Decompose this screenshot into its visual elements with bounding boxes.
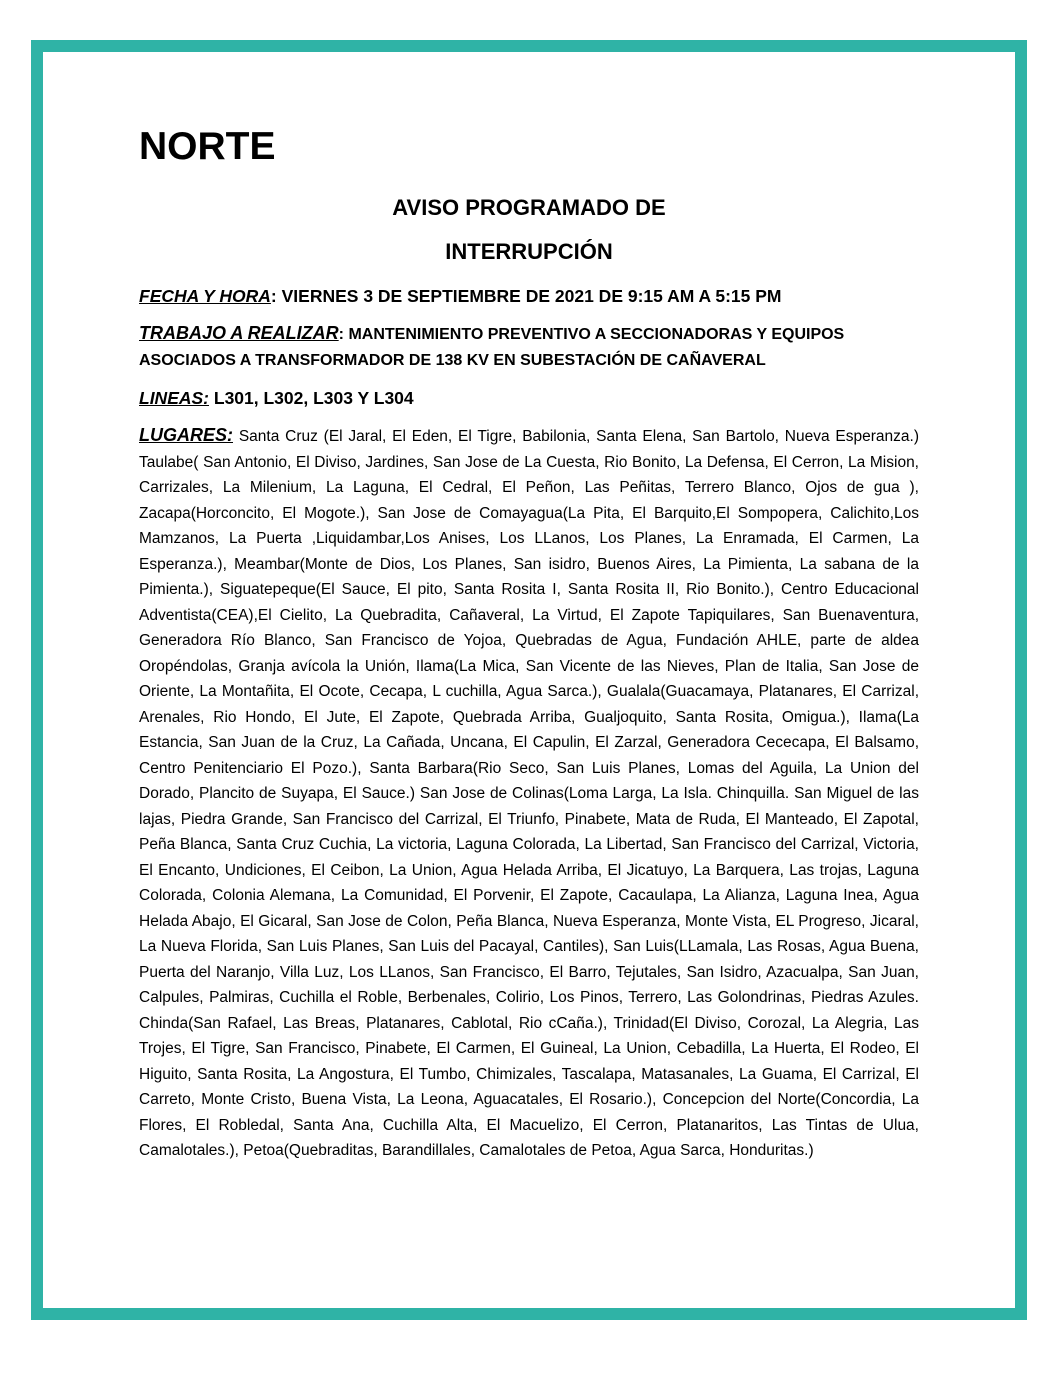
- region-heading: NORTE: [139, 125, 276, 168]
- fecha-separator: :: [270, 286, 282, 306]
- trabajo-label: TRABAJO A REALIZAR: [139, 323, 339, 343]
- trabajo-row: [139, 320, 919, 374]
- lugares-row: [139, 423, 919, 1164]
- lugares-label: LUGARES:: [139, 425, 233, 445]
- notice-title: [139, 186, 919, 274]
- notice-content: [139, 122, 919, 1164]
- lineas-label: LINEAS:: [139, 388, 209, 408]
- lugares-value: Santa Cruz (El Jaral, El Eden, El Tigre, Babilonia, Santa Elena, San Bartolo, Nueva Esperanza.) Taulabe( San Antonio, El Diviso, Jardines, San Jose de La Cuesta, Rio Bonito, La Defensa, El Cerron, La Mision, Carrizales, La Milenium, La Laguna, El Cedral, El Peñon, Las Peñitas, Terrero Blanco, Ojos de gua ), Zacapa(Horconcito, El Mogote.), San Jose de Comayagua(La Pita, El Barquito,El Sompopera, Calichito,Los Mamzanos, La Puerta ,Liquidambar,Los Anises, Los LLanos, Los Planes, La Enramada, El Carmen, La Esperanza.), Meambar(Monte de Dios, Los Planes, San isidro, Buenos Aires, La Pimienta, La sabana de la Pimienta.), Siguatepeque(El Sauce, El pito, Santa Rosita I, Santa Rosita II, Rio Bonito.), Centro Educacional Adventista(CEA),El Cielito, La Quebradita, Cañaveral, La Virtud, El Zapote Tapiquilares, San Buenaventura, Generadora Río Blanco, San Francisco de Yojoa, Quebradas de Agua, Fundación AHLE, parte de aldea Oropéndolas, Granja avícola la Unión, Ilama(La Mica, San Vicente de las Nieves, Plan de Italia, San Jose de Oriente, La Montañita, El Ocote, Cecapa, L cuchilla, Agua Sarca.), Gualala(Guacamaya, Platanares, El Carrizal, Arenales, Rio Hondo, El Jute, El Zapote, Quebrada Arriba, Gualjoquito, Santa Rosita, Omigua.), Ilama(La Estancia, San Juan de la Cruz, La Cañada, Uncana, El Capulin, El Zarzal, Generadora Cececapa, El Balsamo, Centro Penitenciario El Pozo.), Santa Barbara(Rio Seco, San Luis Planes, Lomas del Aguila, La Union del Dorado, Plancito de Suyapa, El Sauce.) San Jose de Colinas(Loma Larga, La Isla. Chinquilla. San Miguel de las lajas, Piedra Grande, San Francisco del Carrizal, El Triunfo, Pinabete, Mata de Ruda, El Manteado, El Zapotal, Peña Blanca, Santa Cruz Cuchia, La victoria, Laguna Colorada, La Libertad, San Francisco del Carrizal, Victoria, El Encanto, Undiciones, El Ceibon, La Union, Agua Helada Arriba, El Jicatuyo, La Barquera, Las trojas, Laguna Colorada, Colonia Alemana, La Comunidad, El Porvenir, El Zapote, Cacaulapa, La Alianza, Laguna Inea, Agua Helada Abajo, El Gicaral, San Jose de Colon, Peña Blanca, Nueva Esperanza, Monte Vista, EL Progreso, Jicaral, La Nueva Florida, San Luis Planes, San Luis del Pacayal, Cantiles), San Luis(LLamala, Las Rosas, Agua Buena, Puerta del Naranjo, Villa Luz, Los LLanos, San Francisco, El Barro, Tejutales, San Isidro, Azacualpa, San Juan, Calpules, Palmiras, Cuchilla el Roble, Berbenales, Colirio, Los Pinos, Terrero, Las Golondrinas, Piedras Azules. Chinda(San Rafael, Las Breas, Platanares, Cablotal, Rio cCaña.), Trinidad(El Diviso, Corozal, La Alegria, Las Trojes, El Tigre, San Francisco, Pinabete, El Carmen, El Guineal, La Union, Cebadilla, La Huerta, El Rodeo, El Higuito, Santa Rosita, La Angostura, El Tumbo, Chimizales, Tascalapa, Matasanales, La Guama, El Carrizal, El Carreto, Monte Cristo, Buena Vista, La Leona, Aguacatales, El Rosario.), Concepcion del Norte(Concordia, La Flores, El Robledal, Santa Ana, Cuchilla Alta, El Macuelizo, El Cerron, Platanaritos, Las Tintas de Ulua, Camalotales.), Petoa(Quebraditas, Barandillales, Camalotales de Petoa, Agua Sarca, Honduritas.): [139, 428, 919, 1159]
- fecha-value: VIERNES 3 DE SEPTIEMBRE DE 2021 DE 9:15 AM A 5:15 PM: [281, 286, 782, 306]
- fecha-row: [139, 284, 919, 308]
- notice-title-line-1: AVISO PROGRAMADO DE: [392, 195, 666, 220]
- trabajo-value: MANTENIMIENTO PREVENTIVO A SECCIONADORAS Y EQUIPOS ASOCIADOS A TRANSFORMADOR DE 138 KV EN SUBESTACIÓN DE CAÑAVERAL: [139, 326, 845, 369]
- notice-title-line-2: INTERRUPCIÓN: [445, 239, 613, 264]
- fecha-label: FECHA Y HORA: [139, 286, 271, 306]
- trabajo-separator: :: [338, 326, 349, 343]
- lineas-row: [139, 386, 919, 410]
- lineas-value: L301, L302, L303 Y L304: [213, 388, 414, 408]
